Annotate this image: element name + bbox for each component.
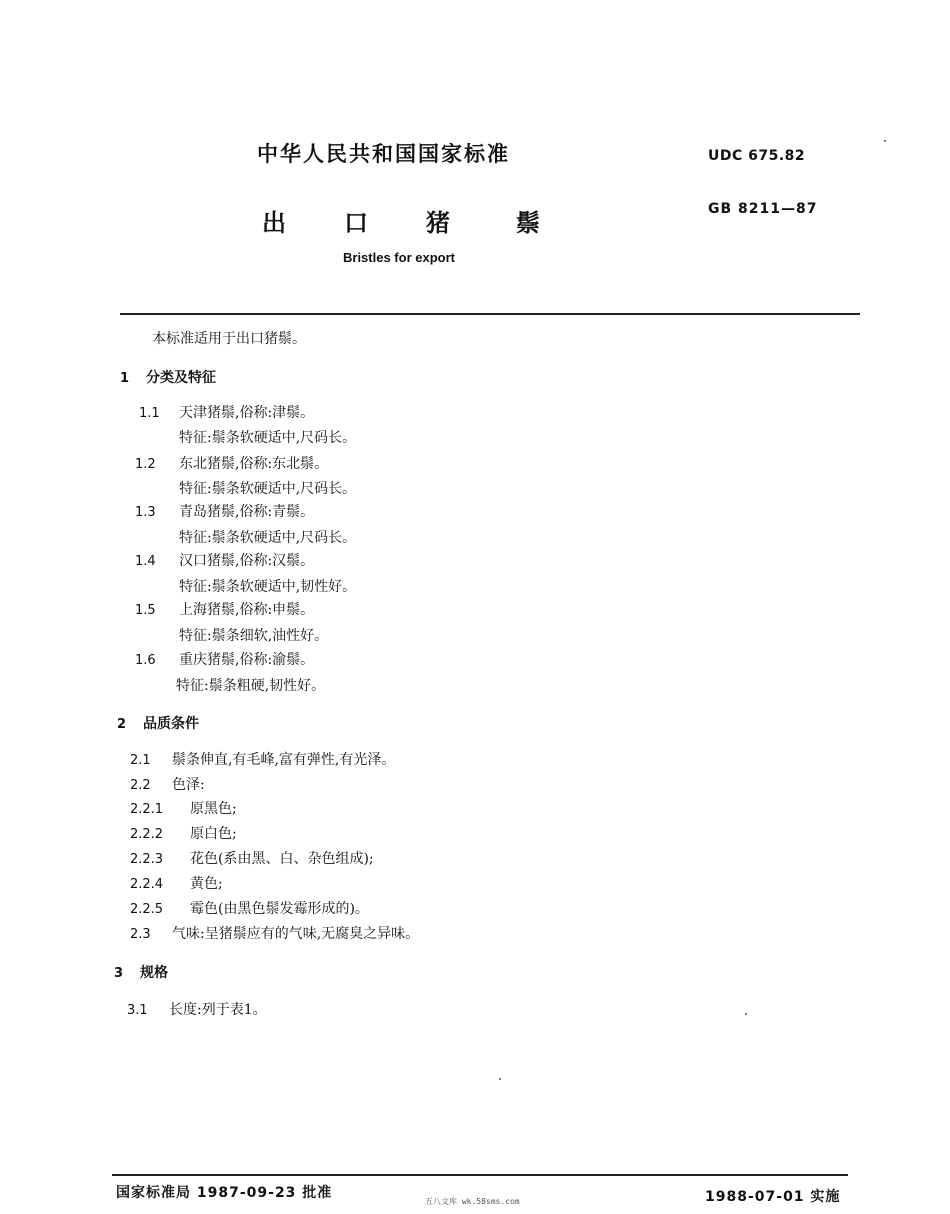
- item-feature: 特征:鬃条软硬适中,韧性好。: [179, 579, 357, 595]
- title-char: 出: [262, 209, 286, 237]
- item-text: 原白色;: [190, 826, 237, 842]
- scan-speck: [499, 1078, 501, 1080]
- national-standard-title: 中华人民共和国国家标准: [257, 142, 510, 166]
- intro-text: 本标准适用于出口猪鬃。: [152, 331, 306, 347]
- list-item: [130, 825, 237, 844]
- item-text: 原黑色;: [190, 801, 237, 817]
- item-number: 2.3: [130, 927, 151, 942]
- item-text: 天津猪鬃,俗称:津鬃。: [179, 405, 315, 421]
- gb-number: GB 8211—87: [708, 201, 818, 217]
- item-text: 霉色(由黑色鬃发霉形成的)。: [190, 901, 369, 917]
- scan-speck: [745, 1013, 747, 1015]
- item-text: 东北猪鬃,俗称:东北鬃。: [179, 456, 329, 472]
- standard-title: [262, 203, 546, 238]
- item-number: 2.2: [130, 778, 151, 793]
- udc-code: UDC 675.82: [708, 148, 806, 164]
- title-char: 口: [344, 209, 368, 237]
- item-number: 2.2.2: [130, 827, 164, 842]
- watermark: 五八文库 wk.58sms.com: [425, 1197, 520, 1206]
- section-title: 规格: [140, 965, 168, 981]
- header-divider: [120, 313, 860, 315]
- list-item: [130, 875, 223, 894]
- list-item: [139, 404, 314, 423]
- item-feature: 特征:鬃条粗硬,韧性好。: [176, 678, 326, 694]
- list-item: [130, 925, 419, 944]
- item-feature: 特征:鬃条软硬适中,尺码长。: [179, 530, 357, 546]
- item-text: 黄色;: [190, 876, 223, 892]
- item-number: 1.3: [135, 505, 156, 520]
- item-text: 青岛猪鬃,俗称:青鬃。: [179, 504, 315, 520]
- item-number: 2.2.1: [130, 802, 164, 817]
- list-item: [135, 503, 314, 522]
- implementation-date: 1988-07-01 实施: [705, 1189, 841, 1205]
- list-item: [130, 850, 374, 869]
- list-item: [135, 601, 314, 620]
- section-title: 品质条件: [143, 716, 199, 732]
- item-text: 汉口猪鬃,俗称:汉鬃。: [179, 553, 315, 569]
- title-char: 鬃: [516, 209, 540, 237]
- section-heading: [120, 367, 216, 387]
- item-text: 长度:列于表1。: [169, 1002, 267, 1018]
- item-text: 鬃条伸直,有毛峰,富有弹性,有光泽。: [172, 752, 396, 768]
- section-heading: [117, 713, 199, 733]
- item-feature: 特征:鬃条细软,油性好。: [179, 628, 329, 644]
- section-title: 分类及特征: [146, 370, 216, 386]
- section-number: 3: [114, 966, 124, 981]
- item-number: 1.5: [135, 603, 156, 618]
- scan-speck: [884, 140, 886, 142]
- item-number: 3.1: [127, 1003, 148, 1018]
- item-number: 1.4: [135, 554, 156, 569]
- list-item: [135, 651, 314, 670]
- list-item: [130, 776, 205, 795]
- item-feature: 特征:鬃条软硬适中,尺码长。: [179, 430, 357, 446]
- item-number: 1.6: [135, 653, 156, 668]
- item-number: 2.2.3: [130, 852, 164, 867]
- item-text: 重庆猪鬃,俗称:渝鬃。: [179, 652, 315, 668]
- list-item: [130, 800, 237, 819]
- item-text: 气味:呈猪鬃应有的气味,无腐臭之异味。: [172, 926, 420, 942]
- list-item: [130, 751, 395, 770]
- list-item: [135, 455, 328, 474]
- item-number: 2.2.5: [130, 902, 164, 917]
- item-number: 2.1: [130, 753, 151, 768]
- list-item: [135, 552, 314, 571]
- item-feature: 特征:鬃条软硬适中,尺码长。: [179, 481, 357, 497]
- item-text: 花色(系由黑、白、杂色组成);: [190, 851, 374, 867]
- footer-divider: [112, 1174, 848, 1176]
- item-text: 色泽:: [172, 777, 205, 793]
- list-item: [130, 900, 369, 919]
- english-title: Bristles for export: [343, 250, 455, 265]
- item-number: 1.1: [139, 406, 160, 421]
- section-number: 2: [117, 717, 127, 732]
- item-text: 上海猪鬃,俗称:申鬃。: [179, 602, 315, 618]
- section-heading: [114, 962, 168, 982]
- item-number: 2.2.4: [130, 877, 164, 892]
- item-number: 1.2: [135, 457, 156, 472]
- list-item: [127, 1001, 267, 1020]
- section-number: 1: [120, 371, 130, 386]
- approval-date: 国家标准局 1987-09-23 批准: [116, 1185, 333, 1201]
- title-char: 猪: [426, 209, 450, 237]
